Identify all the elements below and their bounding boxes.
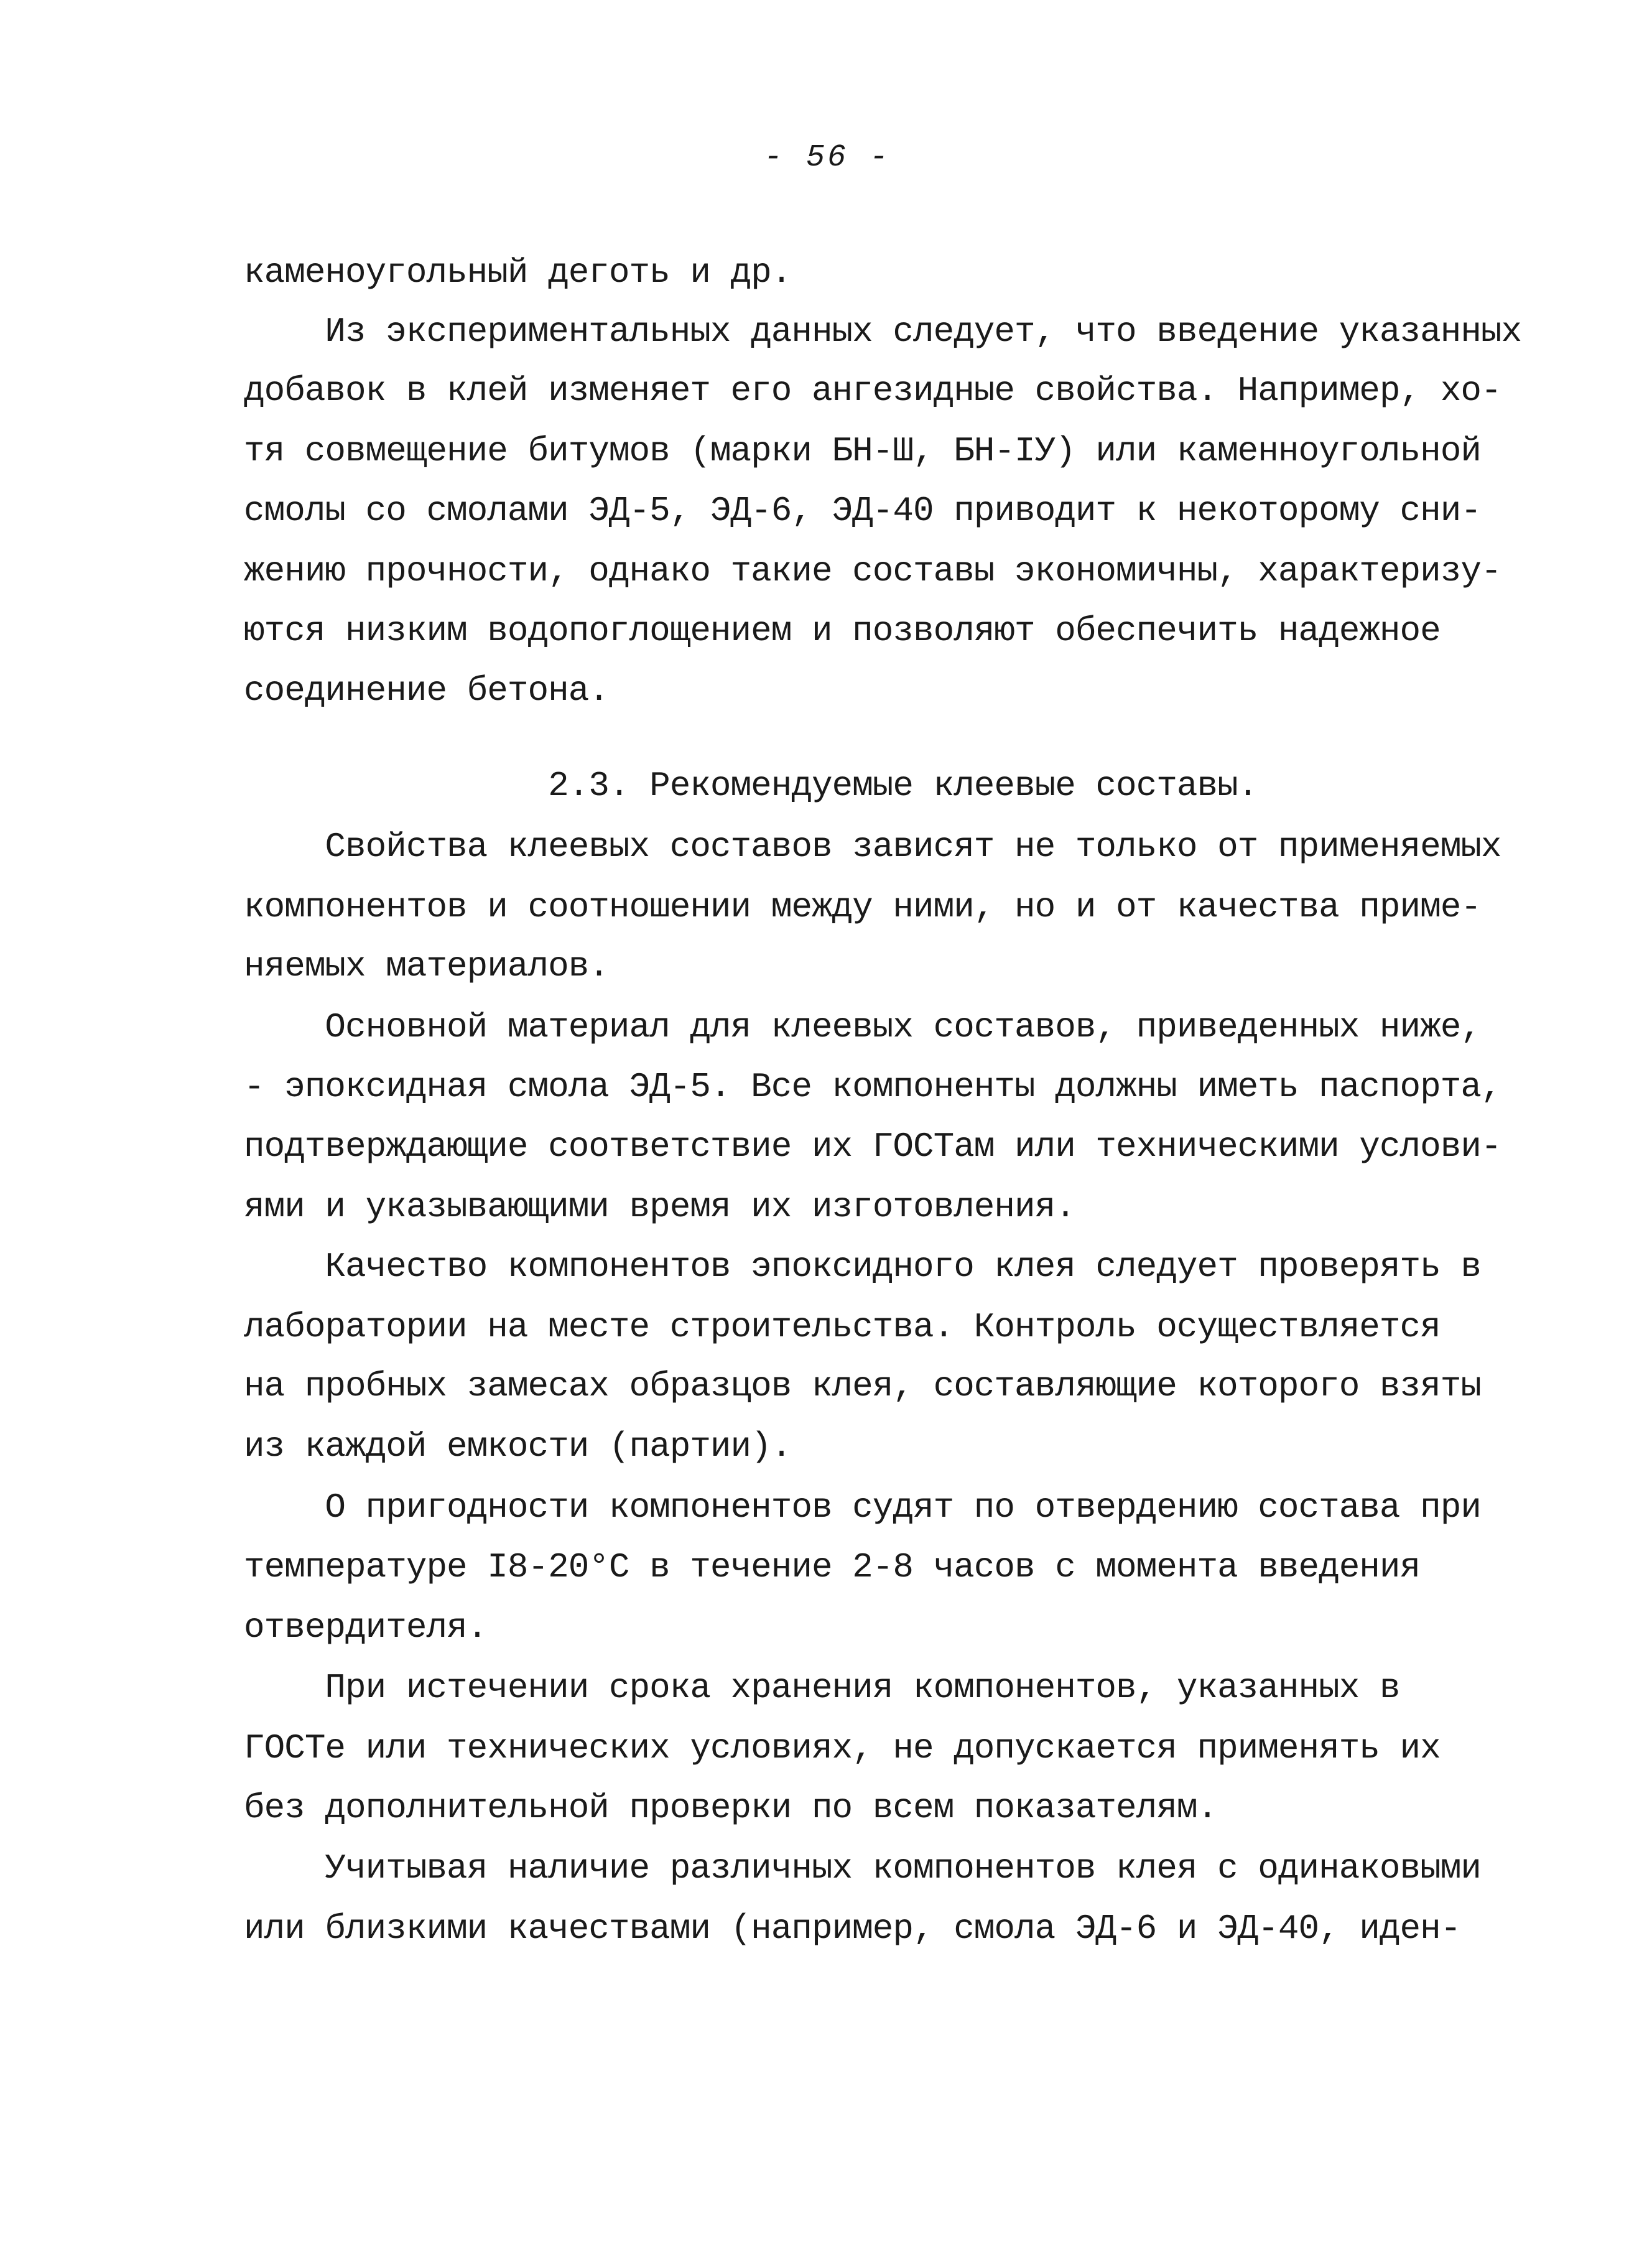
text-line: Учитывая наличие различных компонентов клея с одинаковыми — [244, 1848, 1481, 1888]
section-heading: 2.3. Рекомендуемые клеевые составы. — [244, 766, 1258, 806]
text-line: При истечении срока хранения компонентов, указанных в — [244, 1668, 1400, 1708]
text-line: Основной материал для клеевых составов, приведенных ниже, — [244, 1007, 1481, 1047]
text-line: О пригодности компонентов судят по отвердению состава при — [244, 1488, 1481, 1527]
text-line: лаборатории на месте строительства. Контроль осуществляется — [244, 1307, 1441, 1347]
page-number: - 56 - — [763, 140, 891, 175]
text-line: Качество компонентов эпоксидного клея следует проверять в — [244, 1247, 1481, 1287]
text-line: добавок в клей изменяет его ангезидные свойства. Например, хо- — [244, 371, 1501, 411]
text-line: отвердителя. — [244, 1608, 488, 1647]
text-line: няемых материалов. — [244, 946, 609, 986]
text-line: каменоугольный деготь и др. — [244, 253, 792, 292]
text-line: соединение бетона. — [244, 671, 609, 710]
text-line: тя совмещение битумов (марки БН-Ш, БН-IУ) или каменноугольной — [244, 431, 1481, 471]
text-line: из каждой емкости (партии). — [244, 1427, 792, 1466]
text-line: Свойства клеевых составов зависят не только от применяемых — [244, 827, 1501, 867]
text-line: компонентов и соотношении между ними, но и от качества приме- — [244, 887, 1481, 927]
text-line: на пробных замесах образцов клея, составляющие которого взяты — [244, 1366, 1481, 1406]
text-line: ГОСТе или технических условиях, не допускается применять их — [244, 1728, 1441, 1768]
text-line: температуре I8-20°С в течение 2-8 часов с момента введения — [244, 1547, 1421, 1587]
text-line: подтверждающие соответствие их ГОСТам или техническими услови- — [244, 1127, 1501, 1166]
text-line: ются низким водопоглощением и позволяют обеспечить надежное — [244, 611, 1441, 651]
text-line: жению прочности, однако такие составы экономичны, характеризу- — [244, 551, 1501, 591]
text-line: Из экспериментальных данных следует, что введение указанных — [244, 312, 1522, 352]
text-line: - эпоксидная смола ЭД-5. Все компоненты должны иметь паспорта, — [244, 1067, 1501, 1107]
text-line: ями и указывающими время их изготовления. — [244, 1187, 1075, 1227]
text-line: без дополнительной проверки по всем показателям. — [244, 1788, 1218, 1828]
text-line: или близкими качествами (например, смола ЭД-6 и ЭД-40, иден- — [244, 1909, 1461, 1949]
text-line: смолы со смолами ЭД-5, ЭД-6, ЭД-40 приводит к некоторому сни- — [244, 491, 1481, 531]
